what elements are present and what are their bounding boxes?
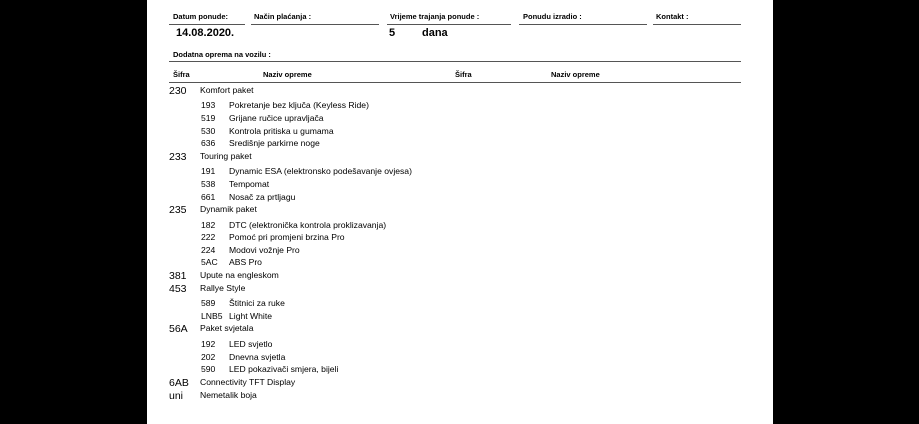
item-code: 5AC bbox=[201, 257, 218, 267]
package-code: 233 bbox=[169, 151, 187, 163]
package-name: Rallye Style bbox=[200, 283, 246, 293]
item-name: Modovi vožnje Pro bbox=[229, 245, 300, 255]
item-name: Pomoć pri promjeni brzina Pro bbox=[229, 232, 345, 242]
item-name: Light White bbox=[229, 311, 272, 321]
package-code: 235 bbox=[169, 204, 187, 216]
header-label-payment: Način plaćanja : bbox=[254, 12, 312, 21]
column-header-code-2: Šifra bbox=[455, 70, 472, 79]
item-code: 530 bbox=[201, 126, 216, 136]
header-underline bbox=[169, 24, 245, 25]
item-code: LNB5 bbox=[201, 311, 223, 321]
offer-document-page bbox=[147, 0, 773, 424]
item-name: Pokretanje bez ključa (Keyless Ride) bbox=[229, 100, 369, 110]
package-name: Upute na engleskom bbox=[200, 270, 279, 280]
item-code: 182 bbox=[201, 220, 216, 230]
item-name: Kontrola pritiska u gumama bbox=[229, 126, 334, 136]
item-code: 193 bbox=[201, 100, 216, 110]
package-name: Connectivity TFT Display bbox=[200, 377, 296, 387]
item-code: 191 bbox=[201, 166, 216, 176]
header-underline bbox=[387, 24, 511, 25]
item-name: DTC (elektronička kontrola proklizavanja) bbox=[229, 220, 387, 230]
package-name: Komfort paket bbox=[200, 85, 254, 95]
header-value-date: 14.08.2020. bbox=[176, 27, 235, 39]
header-value-validity-unit: dana bbox=[422, 27, 448, 39]
package-code: uni bbox=[169, 390, 184, 402]
item-name: Nosač za prtljagu bbox=[229, 192, 296, 202]
item-code: 589 bbox=[201, 298, 216, 308]
item-name: Dnevna svjetla bbox=[229, 352, 286, 362]
header-underline bbox=[519, 24, 647, 25]
header-value-validity-number: 5 bbox=[389, 27, 396, 39]
header-underline bbox=[653, 24, 741, 25]
item-name: Štitnici za ruke bbox=[229, 298, 285, 308]
package-name: Nemetalik boja bbox=[200, 390, 257, 400]
item-code: 519 bbox=[201, 113, 216, 123]
item-code: 192 bbox=[201, 339, 216, 349]
item-code: 590 bbox=[201, 364, 216, 374]
header-label-validity: Vrijeme trajanja ponude : bbox=[390, 12, 480, 21]
item-code: 538 bbox=[201, 179, 216, 189]
package-name: Touring paket bbox=[200, 151, 252, 161]
package-name: Dynamik paket bbox=[200, 204, 257, 214]
item-code: 636 bbox=[201, 138, 216, 148]
column-header-name: Naziv opreme bbox=[263, 70, 312, 79]
package-code: 56A bbox=[169, 323, 188, 335]
item-name: Dynamic ESA (elektronsko podešavanje ovjesa) bbox=[229, 166, 412, 176]
header-underline bbox=[251, 24, 379, 25]
item-name: Središnje parkirne noge bbox=[229, 138, 320, 148]
package-code: 6AB bbox=[169, 377, 189, 389]
item-name: LED svjetlo bbox=[229, 339, 273, 349]
column-header-code: Šifra bbox=[173, 70, 190, 79]
item-code: 202 bbox=[201, 352, 216, 362]
item-code: 224 bbox=[201, 245, 216, 255]
item-name: Grijane ručice upravljača bbox=[229, 113, 324, 123]
item-name: ABS Pro bbox=[229, 257, 262, 267]
item-code: 661 bbox=[201, 192, 216, 202]
item-name: Tempomat bbox=[229, 179, 270, 189]
header-label-date: Datum ponude: bbox=[173, 12, 228, 21]
section-title: Dodatna oprema na vozilu : bbox=[173, 50, 271, 59]
package-code: 230 bbox=[169, 85, 187, 97]
package-name: Paket svjetala bbox=[200, 323, 254, 333]
column-header-name-2: Naziv opreme bbox=[551, 70, 600, 79]
item-code: 222 bbox=[201, 232, 216, 242]
header-label-contact: Kontakt : bbox=[656, 12, 689, 21]
section-divider bbox=[169, 61, 741, 62]
package-code: 453 bbox=[169, 283, 187, 295]
package-code: 381 bbox=[169, 270, 187, 282]
header-label-author: Ponudu izradio : bbox=[523, 12, 582, 21]
column-header-divider bbox=[169, 82, 741, 83]
item-name: LED pokazivači smjera, bijeli bbox=[229, 364, 339, 374]
